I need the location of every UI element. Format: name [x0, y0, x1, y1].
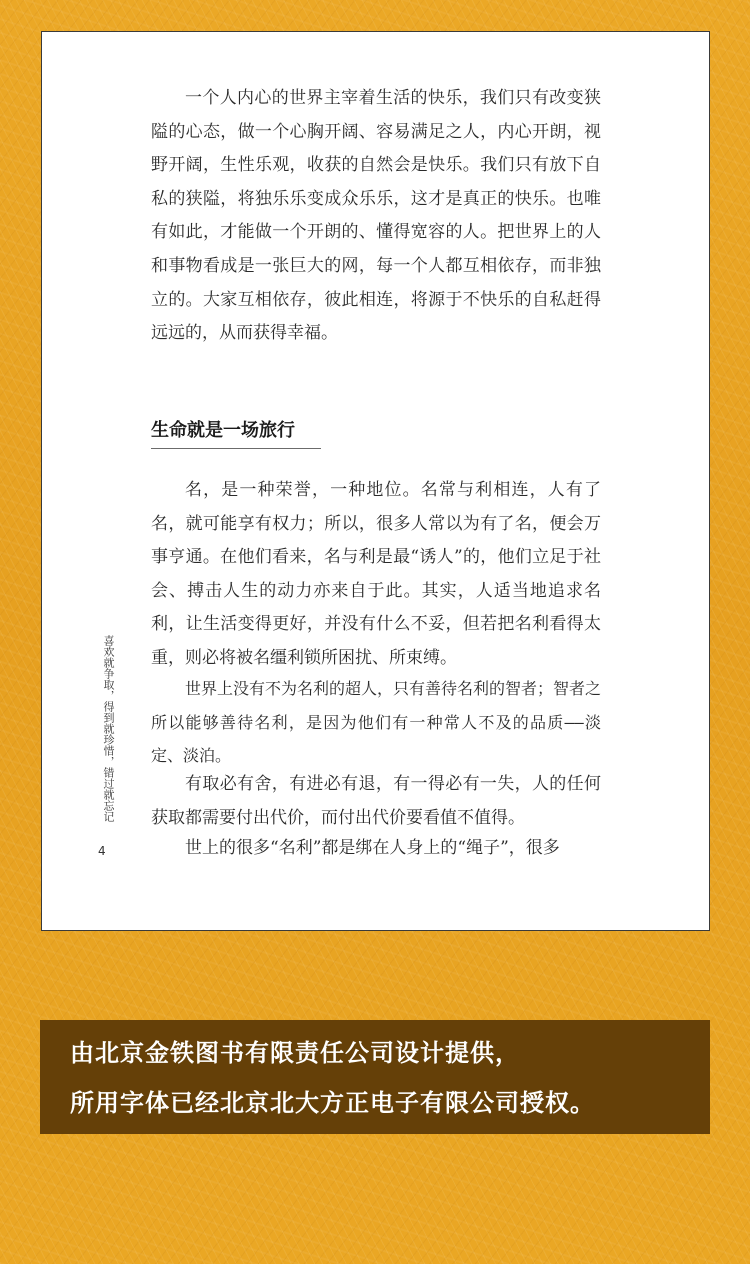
- book-page: [41, 31, 710, 931]
- paragraph-give-take: 有取必有舍，有进必有退，有一得必有一失，人的任何获取都需要付出代价，而付出代价要看值不值得。: [151, 774, 601, 828]
- page-number: 4: [98, 844, 106, 858]
- paragraph-fame: 名，是一种荣誉，一种地位。名常与利相连，人有了名，就可能享有权力；所以，很多人常以为有了名，便会万事亨通。在他们看来，名与利是最“诱人”的，他们立足于社会、搏击人生的动力亦来自于此。其实，人适当地追求名利，让生活变得更好，并没有什么不妥，但若把名利看得太重，则必将被名缰利锁所困扰、所束缚。: [151, 480, 601, 668]
- section-heading: 生命就是一场旅行: [151, 416, 321, 449]
- banner-line-2: 所用字体已经北京北大方正电子有限公司授权。: [70, 1089, 595, 1117]
- running-title: 喜欢就争取，得到就珍惜，错过就忘记: [102, 635, 115, 822]
- copyright-banner: [40, 1020, 710, 1134]
- paragraph-ropes: 世上的很多“名利”都是绑在人身上的“绳子”，很多: [185, 838, 560, 858]
- paragraph-intro: 一个人内心的世界主宰着生活的快乐，我们只有改变狭隘的心态，做一个心胸开阔、容易满足之人，内心开朗，视野开阔，生性乐观，收获的自然会是快乐。我们只有放下自私的狭隘，将独乐乐变成众乐乐，这才是真正的快乐。也唯有如此，才能做一个开朗的、懂得宽容的人。把世界上的人和事物看成是一张巨大的网，每一个人都互相依存，而非独立的。大家互相依存，彼此相连，将源于不快乐的自私赶得远远的，从而获得幸福。: [151, 88, 601, 344]
- banner-line-1: 由北京金铁图书有限责任公司设计提供，: [70, 1039, 520, 1067]
- paragraph-wise: 世界上没有不为名利的超人，只有善待名利的智者；智者之所以能够善待名利，是因为他们有一种常人不及的品质——淡定、淡泊。: [151, 679, 602, 766]
